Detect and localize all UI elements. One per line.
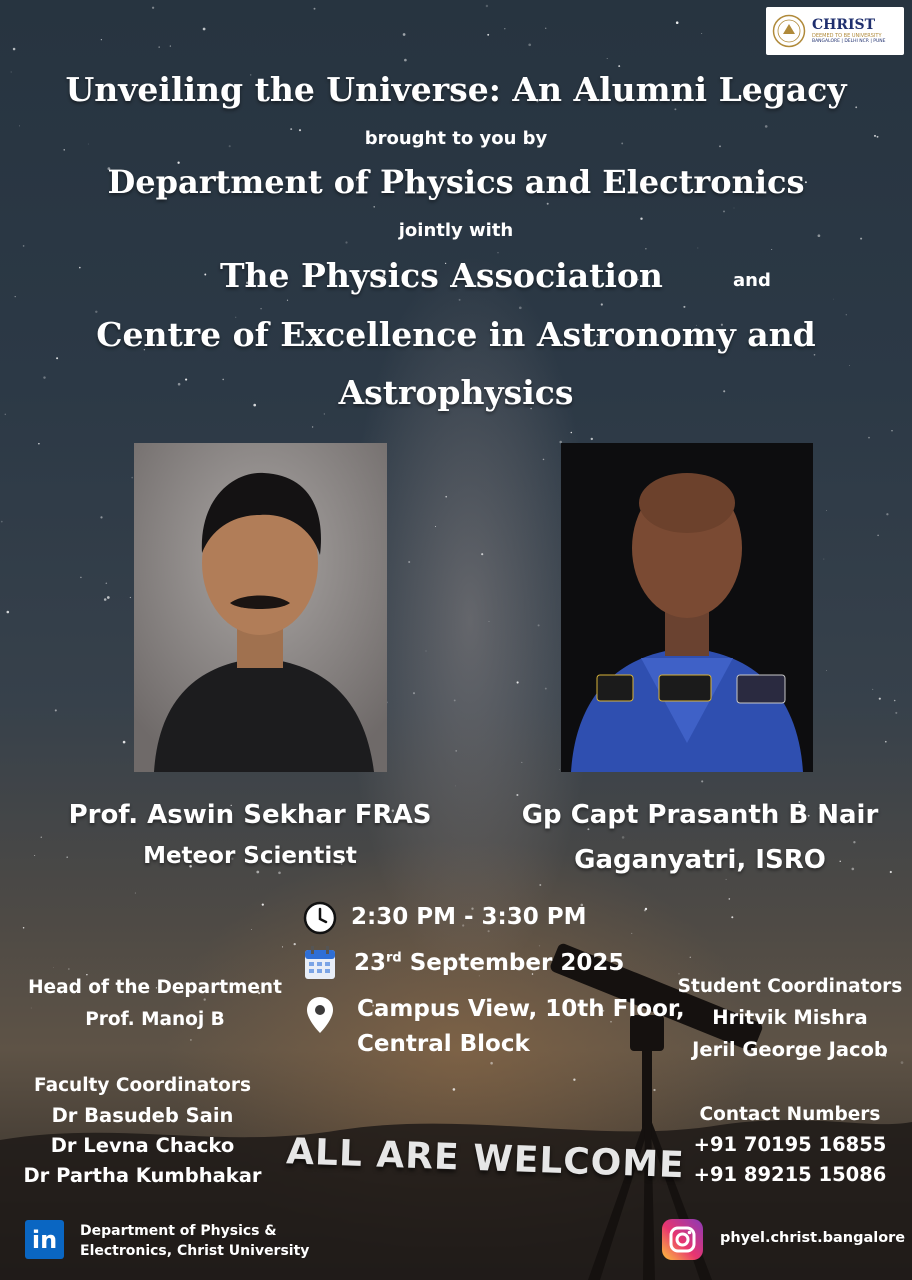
brought-to-you-by: brought to you by [364,128,548,149]
logo-tagline: DEEMED TO BE UNIVERSITY [812,32,882,39]
event-date-rest: September 2025 [401,950,625,976]
all-are-welcome: ALL ARE WELCOME [285,1131,686,1187]
student-heading: Student Coordinators [677,976,903,997]
student-name-1: Hritvik Mishra [712,1006,868,1029]
faculty-name-1: Dr Basudeb Sain [51,1104,234,1127]
university-seal-icon [772,14,806,48]
department-name: Department of Physics and Electronics [107,163,805,201]
hod-heading: Head of the Department [28,977,282,998]
jointly-with: jointly with [398,220,514,241]
physics-association: The Physics Association [220,256,663,295]
event-title: Unveiling the Universe: An Alumni Legacy [65,70,847,109]
event-date-suffix: rd [386,950,402,966]
faculty-name-3: Dr Partha Kumbhakar [23,1164,262,1187]
event-time: 2:30 PM - 3:30 PM [351,904,587,930]
linkedin-glyph: in [31,1225,58,1254]
speaker-photo-prasanth [561,443,813,772]
instagram-icon[interactable] [662,1219,703,1260]
faculty-name-2: Dr Levna Chacko [50,1134,235,1157]
centre-line-2: Astrophysics [338,373,574,412]
contact-number-2: +91 89215 15086 [693,1163,887,1186]
logo-campuses: BANGALORE | DELHI NCR | PUNE [812,38,886,44]
speaker-photo-aswin [134,443,387,772]
clock-icon [303,901,337,935]
venue-line-1: Campus View, 10th Floor, [357,996,685,1022]
contact-heading: Contact Numbers [699,1104,881,1125]
contact-number-1: +91 70195 16855 [693,1133,887,1156]
instagram-handle[interactable]: phyel.christ.bangalore [720,1230,906,1246]
speaker-name-2: Gp Capt Prasanth B Nair [521,800,879,830]
christ-university-logo [766,7,904,55]
linkedin-icon[interactable] [25,1220,64,1259]
linkedin-line-2[interactable]: Electronics, Christ University [80,1243,310,1259]
speaker-role-1: Meteor Scientist [143,843,357,869]
centre-line-1: Centre of Excellence in Astronomy and [96,315,816,354]
and-text: and [733,270,771,291]
location-pin-icon [306,996,334,1034]
speaker-role-2: Gaganyatri, ISRO [574,845,826,875]
logo-name: CHRIST [812,16,876,33]
linkedin-line-1[interactable]: Department of Physics & [80,1223,277,1239]
venue-line-2: Central Block [357,1031,530,1057]
calendar-icon [303,945,337,981]
speaker-name-1: Prof. Aswin Sekhar FRAS [68,800,432,830]
faculty-heading: Faculty Coordinators [34,1075,251,1096]
student-name-2: Jeril George Jacob [692,1038,888,1061]
event-date [354,950,674,976]
event-date-day: 23 [354,950,387,976]
hod-name: Prof. Manoj B [85,1009,225,1030]
